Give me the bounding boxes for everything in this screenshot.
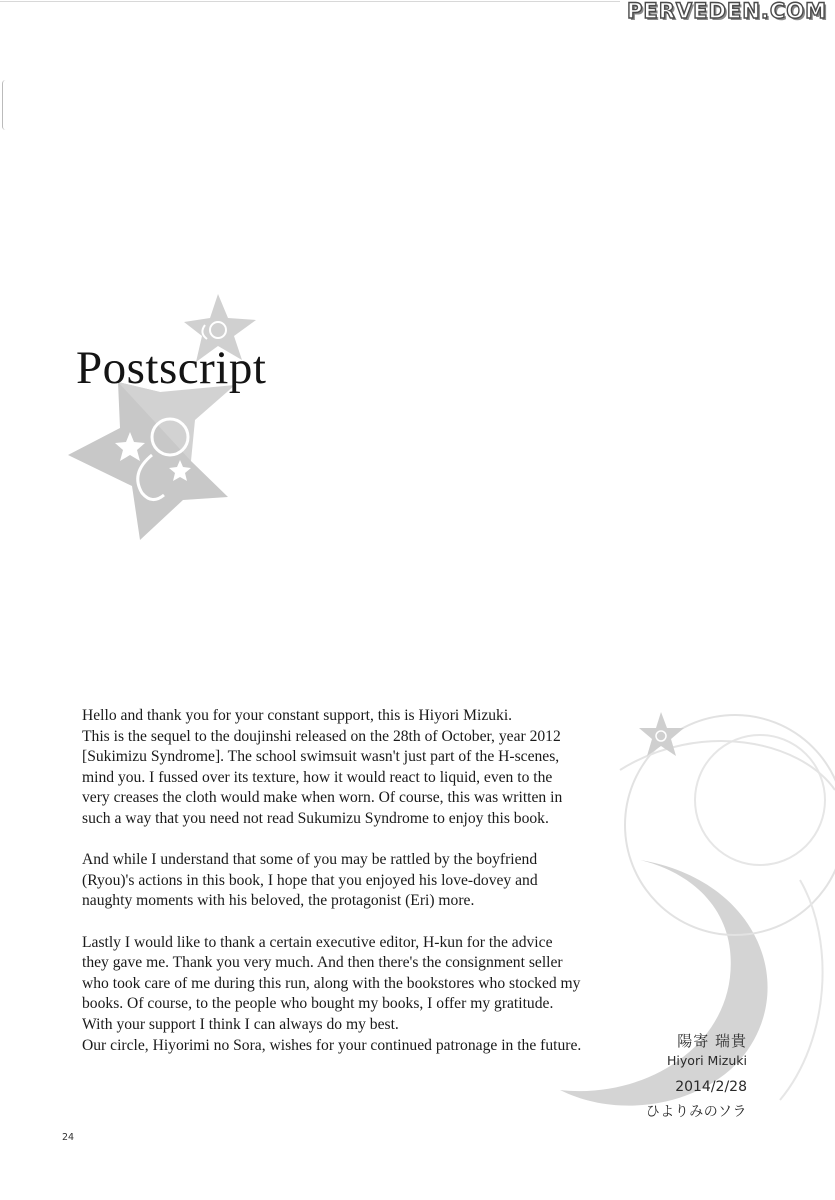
- paragraph: Hello and thank you for your constant support, this is Hiyori Mizuki.: [82, 707, 513, 724]
- paragraph: This is the sequel to the doujinshi released on the 28th of October, year 2012 [Sukimizu Syndrome]. The school swimsuit wasn't just part of the H-scenes, mind you. I fussed over its texture, how it would react to liquid, even to the very creases the cloth would make when worn. Of course, this was written in such a way that you need not read Sukumizu Syndrome to enjoy this book.: [82, 727, 563, 827]
- page-number: 24: [62, 1132, 75, 1143]
- star-ornament-icon: [639, 712, 684, 756]
- page-title: Postscript: [76, 342, 267, 394]
- author-name-jp: 陽寄 瑞貴: [677, 1032, 747, 1050]
- site-watermark: PERVEDEN.COM: [627, 0, 827, 23]
- paragraph: Lastly I would like to thank a certain executive editor, H-kun for the advice they gave me. Thank you very much. And then there's the consignment seller who took care of me during this run, along with the bookstores who stocked my books. Of course, to the people who bought my books, I offer my gratitude. With your support I think I can always do my best.: [82, 933, 581, 1033]
- paragraph: And while I understand that some of you may be rattled by the boyfriend (Ryou)'s actions in this book, I hope that you enjoyed his love-dovey and naughty moments with his beloved, the protagonist (Eri) more.: [82, 851, 538, 910]
- large-star-icon: [68, 382, 235, 540]
- paragraph: Our circle, Hiyorimi no Sora, wishes for your continued patronage in the future.: [82, 1036, 582, 1054]
- circle-name: ひよりみのソラ: [645, 1104, 747, 1120]
- postscript-body: [82, 706, 582, 1056]
- signature-date: 2014/2/28: [675, 1079, 747, 1095]
- author-name-en: Hiyori Mizuki: [667, 1053, 747, 1068]
